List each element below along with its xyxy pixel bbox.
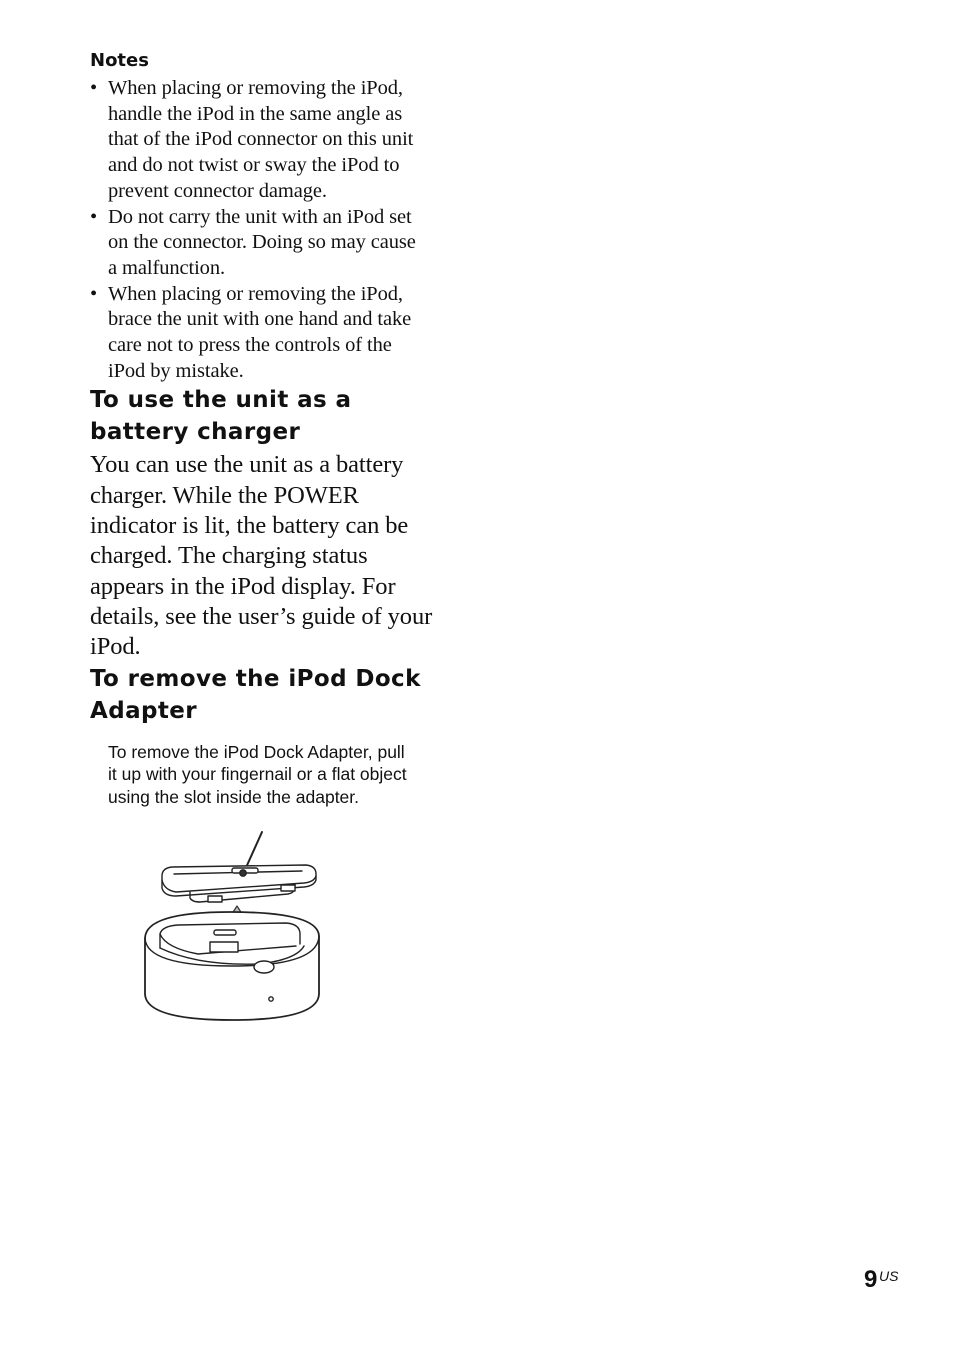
dock-adapter-illustration (138, 826, 328, 1026)
bullet-icon: • (90, 77, 98, 99)
note-line: that of the iPod connector on this unit (108, 128, 414, 151)
body-line: appears in the iPod display. For (90, 572, 396, 600)
body-line: details, see the user’s guide of your (90, 602, 433, 630)
bullet-icon: • (90, 205, 98, 228)
note-line: iPod by mistake. (108, 359, 244, 382)
note-item (90, 205, 450, 282)
note-line: a malfunction. (108, 256, 226, 279)
charger-heading (90, 384, 450, 448)
heading-line: battery charger (90, 419, 301, 446)
note-line: on the connector. Doing so may cause (108, 231, 416, 254)
caption-line: it up with your fingernail or a flat object (108, 764, 407, 785)
notes-heading: Notes (90, 50, 149, 71)
page-region: US (879, 1268, 899, 1284)
caption-line: To remove the iPod Dock Adapter, pull (108, 741, 405, 762)
page-number: 9 (864, 1266, 878, 1293)
dock-base-icon (145, 912, 319, 1020)
body-line: You can use the unit as a battery (90, 451, 404, 479)
note-item (90, 76, 450, 205)
dock-adapter-icon (162, 865, 316, 902)
heading-line: To remove the iPod Dock (90, 665, 421, 692)
note-line: When placing or removing the iPod, (108, 77, 403, 99)
body-line: charger. While the POWER (90, 481, 359, 509)
note-line: Do not carry the unit with an iPod set (108, 205, 412, 228)
remove-adapter-heading (90, 663, 450, 727)
main-column (90, 48, 450, 808)
remove-adapter-caption (108, 741, 438, 809)
body-line: charged. The charging status (90, 542, 368, 570)
note-line: When placing or removing the iPod, (108, 282, 403, 305)
charger-body (90, 450, 450, 662)
note-line: prevent connector damage. (108, 179, 327, 202)
bullet-icon: • (90, 282, 98, 305)
note-line: brace the unit with one hand and take (108, 308, 412, 331)
body-line: indicator is lit, the battery can be (90, 512, 409, 540)
caption-line: using the slot inside the adapter. (108, 786, 360, 807)
note-line: handle the iPod in the same angle as (108, 102, 403, 125)
heading-line: To use the unit as a (90, 387, 352, 414)
heading-line: Adapter (90, 697, 197, 724)
note-line: care not to press the controls of the (108, 334, 392, 357)
note-line: and do not twist or sway the iPod to (108, 154, 400, 177)
notes-list (90, 76, 450, 384)
note-item (90, 282, 450, 385)
body-line: iPod. (90, 633, 141, 661)
